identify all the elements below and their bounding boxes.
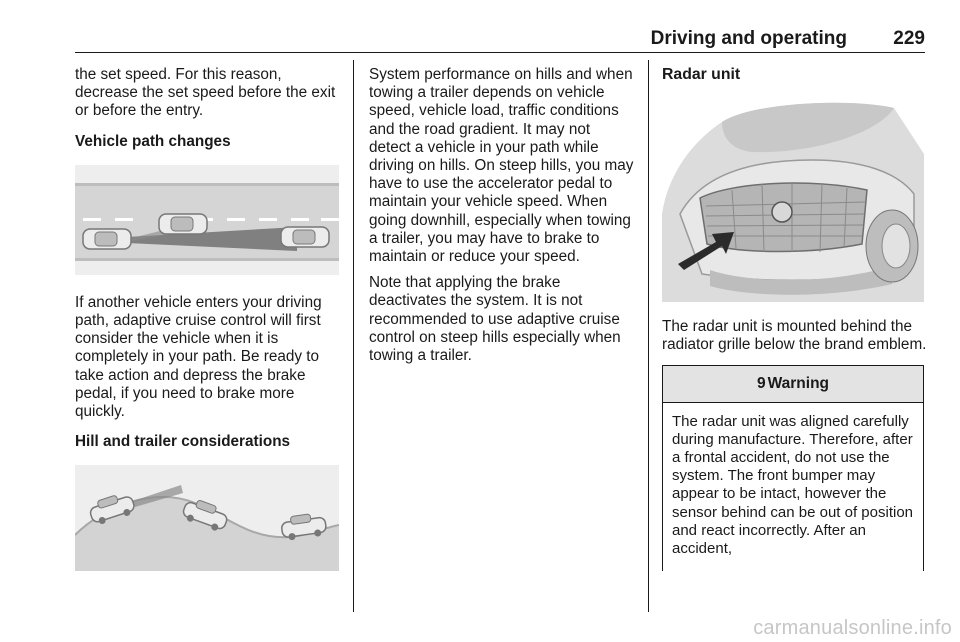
subheading-vehicle-path: Vehicle path changes — [75, 132, 231, 150]
section-title: Driving and operating — [650, 28, 847, 49]
paragraph: If another vehicle enters your driving path, adaptive cruise control will first consider the vehicle when it is completely in your path. Be ready to take action and depress the brake pedal, if you need to brake more quickly. — [75, 293, 322, 421]
warning-text: The radar unit was aligned carefully during manufacture. Therefore, after a frontal accident, do not use the system. The front bumper may appear to be intact, however the sensor behind can be out of position and react incorrectly. After an accident, — [672, 412, 914, 558]
page-header — [75, 26, 925, 53]
warning-title — [663, 366, 923, 403]
car-icon — [83, 229, 131, 249]
subheading-hill-trailer: Hill and trailer considerations — [75, 433, 291, 451]
paragraph: the set speed. For this reason, decrease the set speed before the exit or before the entry. — [75, 66, 336, 120]
column-1 — [75, 66, 341, 590]
warning-box — [662, 365, 924, 571]
wheel-icon — [866, 210, 918, 282]
page-number: 229 — [893, 28, 925, 49]
car-icon — [281, 227, 329, 247]
subheading-radar-unit: Radar unit — [662, 66, 741, 83]
car-icon — [159, 214, 207, 234]
watermark: carmanualsonline.info — [753, 617, 952, 639]
vehicle-path-illustration — [75, 165, 339, 275]
hill-trailer-illustration — [75, 465, 339, 571]
column-divider — [353, 60, 354, 612]
radar-unit-illustration — [662, 94, 926, 302]
column-3 — [662, 66, 928, 571]
paragraph: System performance on hills and when towing a trailer depends on vehicle speed, vehicle load, traffic conditions and the road gradient. It may not detect a vehicle in your path while driving on hills. On steep hills, you may have to use the accelerator pedal to maintain your vehicle speed. When going downhill, especially when towing a trailer, you may have to brake to maintain or reduce your speed. — [369, 66, 634, 266]
warning-triangle-icon: 9 — [756, 374, 766, 392]
paragraph: The radar unit is mounted behind the radiator grille below the brand emblem. — [662, 318, 927, 354]
warning-label: Warning — [767, 374, 830, 392]
paragraph: Note that applying the brake deactivates the system. It is not recommended to use adaptive cruise control on steep hills especially when towing a trailer. — [369, 274, 621, 365]
column-divider — [648, 60, 649, 612]
column-2 — [369, 66, 635, 373]
